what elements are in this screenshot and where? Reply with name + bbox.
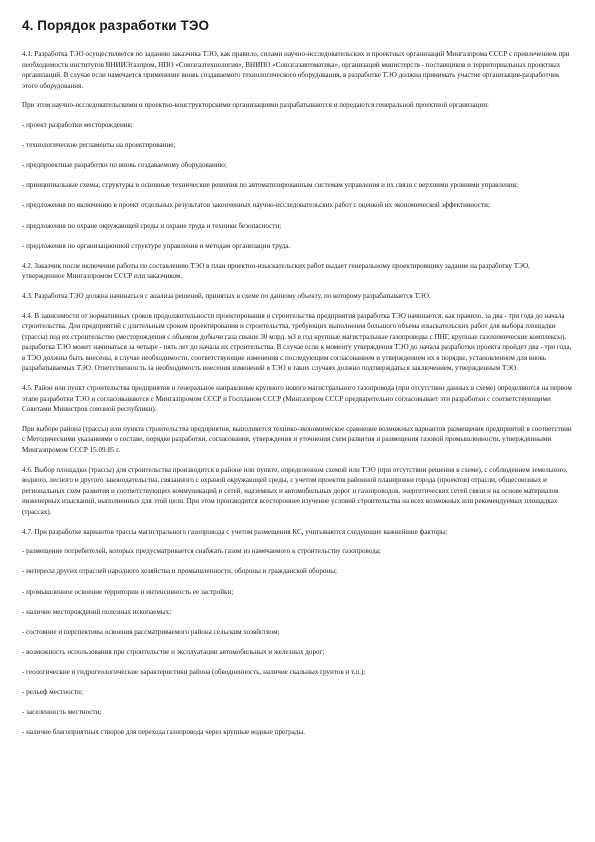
paragraph-4-6: 4.6. Выбор площадки (трассы) для строительства производится в районе или пункте, определенном схемой или ТЭО (при отсутствии решения в схеме), с соблюдением земельного, водного, лесного и другого законодательства, связанного с охраной окружающей среды, с учетом проектов районной планировки города (проектов) отрасли, общесоюзных и региональных схем развития и соответствующих коммуникаций и сетей, надземных и автомобильных дорог и газопроводов, энергетических сетей связи и на основе материалов инженерных изысканий, выполненных для этой цели. При этом производится всестороннее изучение условий строительства на всех возможных или рекомендуемых площадках (трассах).: [22, 465, 568, 516]
list-item: - технологические регламенты на проектирование;: [22, 141, 176, 150]
paragraph-4-7: 4.7. При разработке вариантов трассы магистрального газопровода с учетом размещения КС, учитываются следующие важнейшие факторы:: [22, 527, 448, 536]
list-item: - наличие месторождений полезных ископаемых;: [22, 607, 172, 616]
paragraph-4-3: 4.3. Разработка ТЭО должна начинаться с анализа решений, принятых в схеме по данному объекту, по которому разрабатывается ТЭО.: [22, 292, 431, 301]
list-item: - заселенность местности;: [22, 708, 102, 717]
paragraph-intro-list: При этом научно-исследовательскими и проектно-конструкторскими организациями разрабатываются и передаются генеральной проектной организации:: [22, 101, 490, 110]
list-item: - предложения по включению в проект отдельных результатов законченных научно-исследовательских работ с оценкой их экономической эффективности;: [22, 201, 490, 210]
list-item: - проект разработки месторождения;: [22, 121, 133, 130]
paragraph-4-1: 4.1. Разработка ТЭО осуществляется по заданию заказчика ТЭО, как правило, силами научно-исследовательских и проектных организаций Мингазпрома СССР с привлечением при необходимости институтов ВНИИЭгазпром, НПО «Союзгазтехнология», ВНИПО «Союзгазавтоматика», организаций министерств - поставщиков и территориальных проектных организаций. В случае если намечается применение вновь создаваемого технологического оборудования, в разработке ТЭО должна принимать участие организация-разработчик этого оборудования.: [22, 50, 570, 90]
paragraph-4-5: 4.5. Район или пункт строительства предприятия и генеральное направление крупного нового магистрального газопровода (при отсутствии данных в схеме) определяются на первом этапе разработки ТЭО и согласовываются с Мингазпромом СССР и Госпланом СССР (Мингазпром СССР предварительно согласовывает эти разработки с соответствующими Советами Министров союзной республики).: [22, 384, 572, 414]
list-item: - возможность использования при строительстве и эксплуатации автомобильных и железных дорог;: [22, 647, 325, 656]
list-item: - интересы других отраслей народного хозяйства и промышленности, обороны и гражданской обороны;: [22, 567, 337, 576]
paragraph-4-2: 4.2. Заказчик после включения работы по составлению ТЭО в план проектно-изыскательских работ выдает генеральному проектировщику задание на разработку ТЭО, утвержденное Мингазпромом СССР или заказчиком.: [22, 261, 530, 281]
list-item: - промышленное освоение территории и интенсивность ее застройки;: [22, 587, 234, 596]
paragraph-4-4: 4.4. В зависимости от нормативных сроков продолжительности проектирования и строительства предприятия разработка ТЭО начинается, как правило, за два - три года до начала строительства. Для предприятий с длительным сроком проектирования и строительства, требующих выполнения большого объема изыскательских работ для выбора площадки (трассы) под их строительство (месторождения с объемом добычи газа свыше 30 млрд. м3 в год крупные магистральные газопроводы с ПНГ, крупные газохимические комплексы), разработка ТЭО может начинаться за четыре - пять лет до начала их строительства. В случае если к моменту утверждения ТЭО до начала разработки проекта пройдет два - три года, в ТЭО должны быть внесены, в случае необходимости, соответствующие изменения с последующим согласованием и утверждением их в порядке, установленном для вновь разрабатываемых ТЭО. Ответственность за необходимость внесения изменений в ТЭО в таких случаях должно подтверждаться заключением, утвержденным ТЭО.: [22, 311, 572, 373]
list-item: - геологические и гидрогеологические характеристики района (обводненность, наличие скальных грунтов и т.п.);: [22, 667, 366, 676]
page-title: 4. Порядок разработки ТЭО: [22, 18, 210, 33]
list-item: - принципиальные схемы, структуры и основные технические решения по автоматизированным системам управления и их связи с верхними уровнями управления;: [22, 181, 518, 190]
list-item: - рельеф местности;: [22, 687, 83, 696]
list-item: - предложения по охране окружающей среды и охране труда и техники безопасности;: [22, 221, 282, 230]
list-item: - предложения по организационной структуре управления и методам организации труда.: [22, 241, 291, 250]
list-item: - размещение потребителей, которых предусматривается снабжать газом из намечаемого к строительству газопровода;: [22, 547, 381, 556]
list-item: - предпроектные разработки по вновь создаваемому оборудованию;: [22, 161, 227, 170]
document-page: [22, 14, 574, 747]
list-item: - наличие благоприятных створов для перехода газопровода через крупные водные преграды.: [22, 728, 305, 737]
list-item: - состояние и перспективы освоения рассматриваемого района сельским хозяйством;: [22, 627, 280, 636]
paragraph-route-selection: При выборе района (трассы) или пункта строительства предприятия, выполняется технико-экономическое сравнение возможных вариантов размещения предприятий в соответствии с Методическими указаниями о составе, порядке разработки, согласования, утверждения и уточнения схем развития и размещения газовой промышленности, утвержденными Мингазпромом СССР 15.09.85 г.: [22, 424, 572, 454]
